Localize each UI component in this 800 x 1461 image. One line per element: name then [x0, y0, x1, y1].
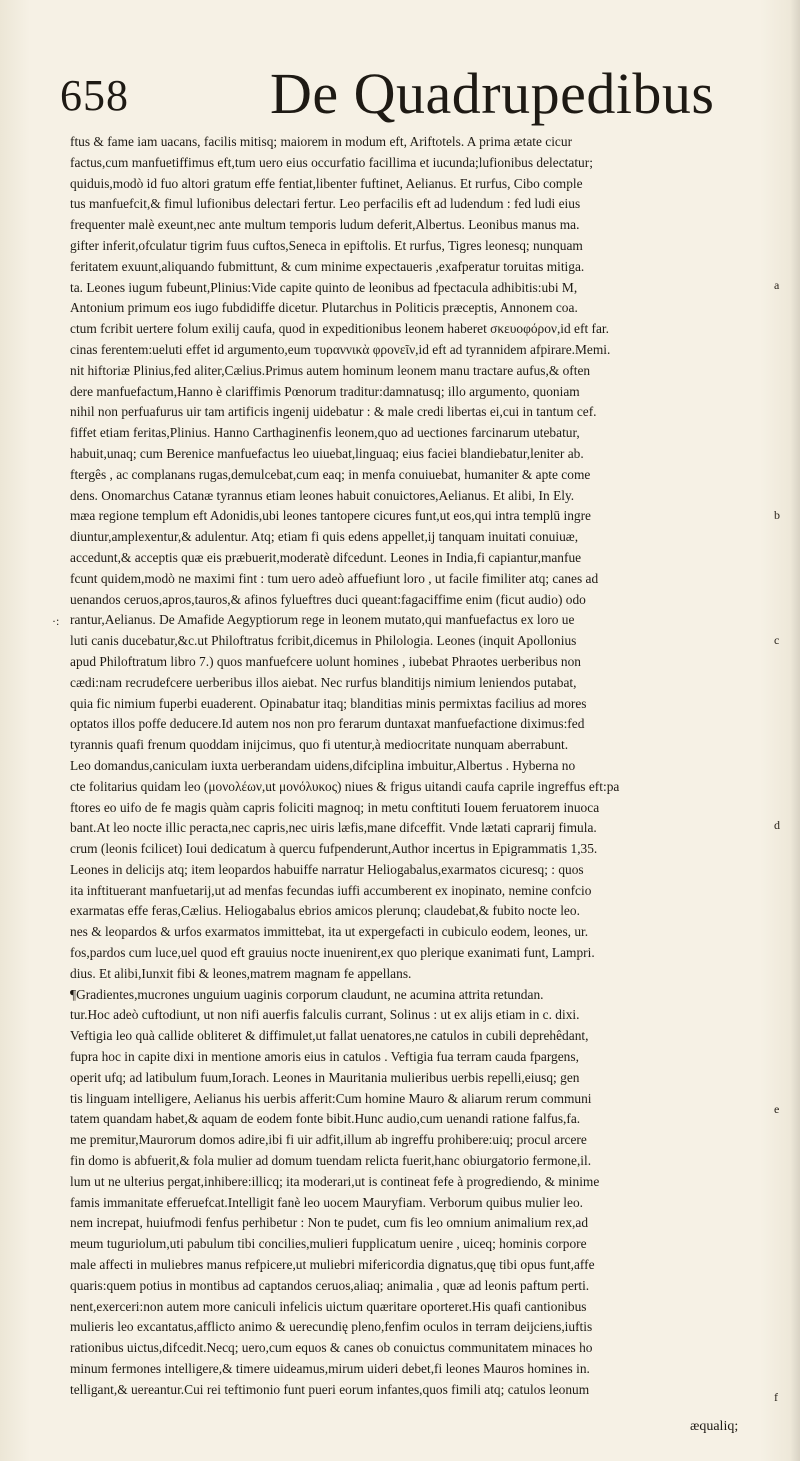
text-line: uenandos ceruos,apros,tauros,& afinos fylueftres duci queant:fagaciffime enim (ficut audio) odo [70, 591, 586, 607]
text-line: dere manfuefactum,Hanno è clariffimis Pœnorum traditur:damnatusq; illo argumento, quoniam [70, 383, 580, 399]
page-number: 658 [60, 71, 129, 120]
text-line: nit hiftoriæ Plinius,fed aliter,Cælius.Primus autem hominum leonem manu tractare aufus,& often [70, 362, 591, 378]
text-line: tatem quandam habet,& aquam de eodem fonte bibit.Hunc audio,cum uenandi ratione falfus,fa. [70, 1111, 581, 1127]
text-line: mulieris leo excantatus,afflicto animo & uerecundię pleno,fenfim oculos in terram deijciens,iuftis [70, 1319, 593, 1335]
text-line: factus,cum manfuetiffimus eft,tum uero eius occurfatio facillima et iucunda;lufionibus delectatur; [70, 154, 593, 170]
text-line: bant.At leo nocte illic peracta,nec capris,nec uiris læfis,mane difceffit. Vnde lætati caprarij fimula. [70, 820, 597, 836]
text-line: lum ut ne ulterius pergat,inhibere:illicq; ita moderari,ut is contineat fefe à progrediendo, & minime [70, 1173, 600, 1189]
text-line: habuit,unaq; cum Berenice manfuefactus leo uiuebat,linguaq; eius faciei blandiebatur,leniter ab. [70, 445, 584, 461]
text-line: crum (leonis fcilicet) Ioui dedicatum à quercu fufpenderunt,Author incertus in Epigrammatis 1,35. [70, 841, 598, 857]
text-line: male affecti in muliebres manus refpicere,ut muliebri mifericordia dignatus,quę tibi opus funt,affe [70, 1257, 595, 1273]
text-line: exarmatas effe feras,Cælius. Heliogabalus ebrios amicos plerunq; claudebat,& fubito nocte leo. [70, 903, 580, 919]
text-line: tus manfuefcit,& fimul lufionibus delectari fertur. Leo perfacilis eft ad ludendum : fed ludi eius [70, 196, 581, 212]
text-line: ftergês , ac complanans rugas,demulcebat,cum eaq; in menfa conuiuebat, humaniter & apte come [70, 466, 591, 482]
text-line: accedunt,& acceptis quæ eis præbuerit,moderatè difcedunt. Leones in India,fi capiantur,manfue [70, 549, 582, 565]
text-line: cte folitarius quidam leo (μονολέων,ut μονόλυκος) niues & frigus uitandi caufa caprile ingreffus eft:pa [70, 778, 620, 794]
page-header [60, 60, 760, 124]
text-line: minum fermones intelligere,& timere uideamus,mirum uideri debet,fi leones Mauros homines in. [70, 1361, 590, 1377]
body-text [70, 132, 756, 1401]
margin-mark-f: f [774, 1390, 778, 1404]
text-line: Leones in delicijs atq; item leopardos habuiffe narratur Heliogabalus,exarmatos cicuresq; : quos [70, 861, 584, 877]
text-line: nent,exerceri:non autem more caniculi infelicis uictum quæritare oporteret.His quafi cantionibus [70, 1298, 587, 1314]
text-line: cædi:nam recrudefcere uerberibus illos aiebat. Nec rurfus blanditijs nimium leniendos putabat, [70, 674, 577, 690]
running-title: De Quadrupedibus [270, 61, 715, 126]
text-line: ftores eo uifo de fe magis quàm capris foliciti magnoq; in metu conftituti Iouem feruatorem inuoca [70, 799, 600, 815]
margin-mark-e: e [774, 1102, 780, 1116]
text-line: fcunt quidem,modò ne maximi fint : tum uero adeò affuefiunt loro , ut facile fimiliter atq; canes ad [70, 570, 599, 586]
text-line: nem increpat, huiufmodi fenfus perhibetur : Non te pudet, cum fis leo omnium animalium rex,ad [70, 1215, 589, 1231]
text-line: feritatem exuunt,aliquando fubmittunt, & cum minime expectaueris ,exafperatur toruitas mitiga. [70, 258, 585, 274]
text-line: me premitur,Maurorum domos adire,ibi fi uir adfit,illum ab ingreffu prohibere:uiq; procul arcere [70, 1132, 587, 1148]
left-margin-mark: ·: [52, 614, 60, 628]
text-line: ftus & fame iam uacans, facilis mitisq; maiorem in modum eft, Ariftotels. A prima ætate cicur [70, 134, 573, 149]
text-line: quia fic nimium fuperbi euaderent. Opinabatur itaq; blanditias minis permixtas facilius ad mores [70, 695, 587, 711]
text-line: gifter inferit,ofculatur tigrim fuus cuftos,Seneca in epiftolis. Et rurfus, Tigres leonesq; nunquam [70, 237, 583, 253]
text-line: nihil non perfuafurus uir tam artificis ingenij uidebatur : & male credi libertas ei,cui in tantum cef. [70, 404, 597, 420]
text-line: fupra hoc in capite dixi in mentione amoris eius in catulos . Veftigia fua terram cauda fpargens, [70, 1049, 579, 1065]
text-line: Veftigia leo quà callide obliteret & diffimulet,ut fallat uenatores,ne catulos in cubili deprehêdant, [70, 1028, 589, 1044]
text-line: Leo domandus,caniculam iuxta uerberandam uidens,difciplina imbuitur,Albertus . Hyberna no [70, 757, 576, 773]
text-line: optatos illos poffe deducere.Id autem nos non pro ferarum duntaxat manfuefactione diximus:fed [70, 716, 585, 732]
text-line: cinas ferentem:ueluti effet id argumento,eum τυραννικὰ φρονεῖν,id eft ad tyrannidem afpirare.Memi. [70, 341, 611, 357]
text-line: tis linguam intelligere, Aelianus his uerbis afferit:Cum homine Mauro & aliarum rerum communi [70, 1090, 592, 1106]
text-line: quiduis,modò id fuo altori gratum effe fentiat,libenter fuftinet, Aelianus. Et rurfus, Cibo comple [70, 175, 583, 191]
text-line: dens. Onomarchus Catanæ tyrannus etiam leones habuit conuictores,Aelianus. Et alibi, In Ely. [70, 487, 575, 503]
text-line: mæa regione templum eft Adonidis,ubi leones tantopere cicures funt,ut eos,qui intra templū ingre [70, 508, 591, 524]
text-line: telligant,& uereantur.Cui rei teftimonio funt pueri eorum infantes,quos fimili atq; catulos leonum [70, 1381, 590, 1397]
text-line: tur.Hoc adeò cuftodiunt, ut non nifi auerfis falculis currant, Solinus : ut ex alijs etiam in c. dixi. [70, 1007, 580, 1023]
text-line: tyrannis quafi frenum quoddam inijcimus, quo fi utentur,à mediocritate nunquam aberrabunt. [70, 737, 569, 753]
margin-mark-b: b [774, 508, 780, 522]
text-line: luti canis ducebatur,&c.ut Philoftratus fcribit,dicemus in Philologia. Leones (inquit Apollonius [70, 633, 577, 649]
text-line: nes & leopardos & urfos exarmatos immittebat, ita ut expergefacti in cubiculo eodem, leones, ur. [70, 924, 589, 940]
margin-mark-c: c [774, 633, 780, 647]
text-line: fin domo is abfuerit,& fola mulier ad domum tuendam relicta fuerit,hanc obiurgatorio fermone,il. [70, 1153, 592, 1169]
text-line: quaris:quem potius in montibus ad captandos ceruos,aliaq; animalia , quæ ad leonis paftum perti. [70, 1277, 590, 1293]
text-line: ctum fcribit uertere folum exilij caufa, quod in expeditionibus leonem haberet σκευοφόρον,id eft far. [70, 321, 609, 337]
text-line: Antonium primum eos iugo fubdidiffe dicetur. Plutarchus in Politicis præceptis, Annonem coa. [70, 300, 578, 316]
text-line: ¶Gradientes,mucrones unguium uaginis corporum claudunt, ne acumina attrita retundan. [70, 986, 544, 1002]
text-line: meum tuguriolum,uti pabulum tibi concilies,mulieri fupplicatum uenire , uiceq; hominis corpore [70, 1236, 587, 1252]
text-line: dius. Et alibi,Iunxit fibi & leones,matrem magnam fe appellans. [70, 965, 412, 981]
text-line: fos,pardos cum luce,uel quod eft grauius nocte inuenirent,ex quo plerique exanimati funt, Lampri. [70, 945, 595, 961]
text-line: fiffet etiam feritas,Plinius. Hanno Carthaginenfis leonem,quo ad uectiones farcinarum utebatur, [70, 425, 580, 441]
text-line: apud Philoftratum libro 7.) quos manfuefcere uolunt homines , iubebat Phraotes uerberibus non [70, 653, 581, 669]
text-line: diuntur,amplexentur,& adulentur. Atq; etiam fi quis edens appellet,ij tanquam inuitati conuiuæ, [70, 529, 579, 545]
margin-mark-d: d [774, 818, 780, 832]
margin-mark-a: a [774, 278, 780, 292]
page-edge-shadow [790, 0, 800, 1461]
text-line: operit ufq; ad latibulum fuum,Iorach. Leones in Mauritania mulieribus uerbis repelli,eiusq; gen [70, 1069, 580, 1085]
text-line: rationibus uictus,difcedit.Necq; uero,cum equos & canes ob conuictus communitatem minaces ho [70, 1340, 593, 1356]
text-line: rantur,Aelianus. De Amafide Aegyptiorum rege in leonem mutato,qui manfuefactus ex loro ue [70, 612, 575, 628]
text-line: ta. Leones iugum fubeunt,Plinius:Vide capite quinto de leonibus ad fpectacula adhibitis:ubi M, [70, 279, 578, 295]
text-line: frequenter malè exeunt,nec ante multum temporis ludum deferit,Albertus. Leonibus manus ma. [70, 217, 580, 233]
text-line: ita inftituerant manfuetarij,ut ad menfas fecundas iuffi accumberent ex inopinato, nemine confcio [70, 882, 592, 898]
catchword: æqualiq; [690, 1419, 739, 1434]
text-line: famis immanitate efferuefcat.Intelligit fanè leo uocem Mauryfiam. Verborum quibus mulier leo. [70, 1194, 584, 1210]
